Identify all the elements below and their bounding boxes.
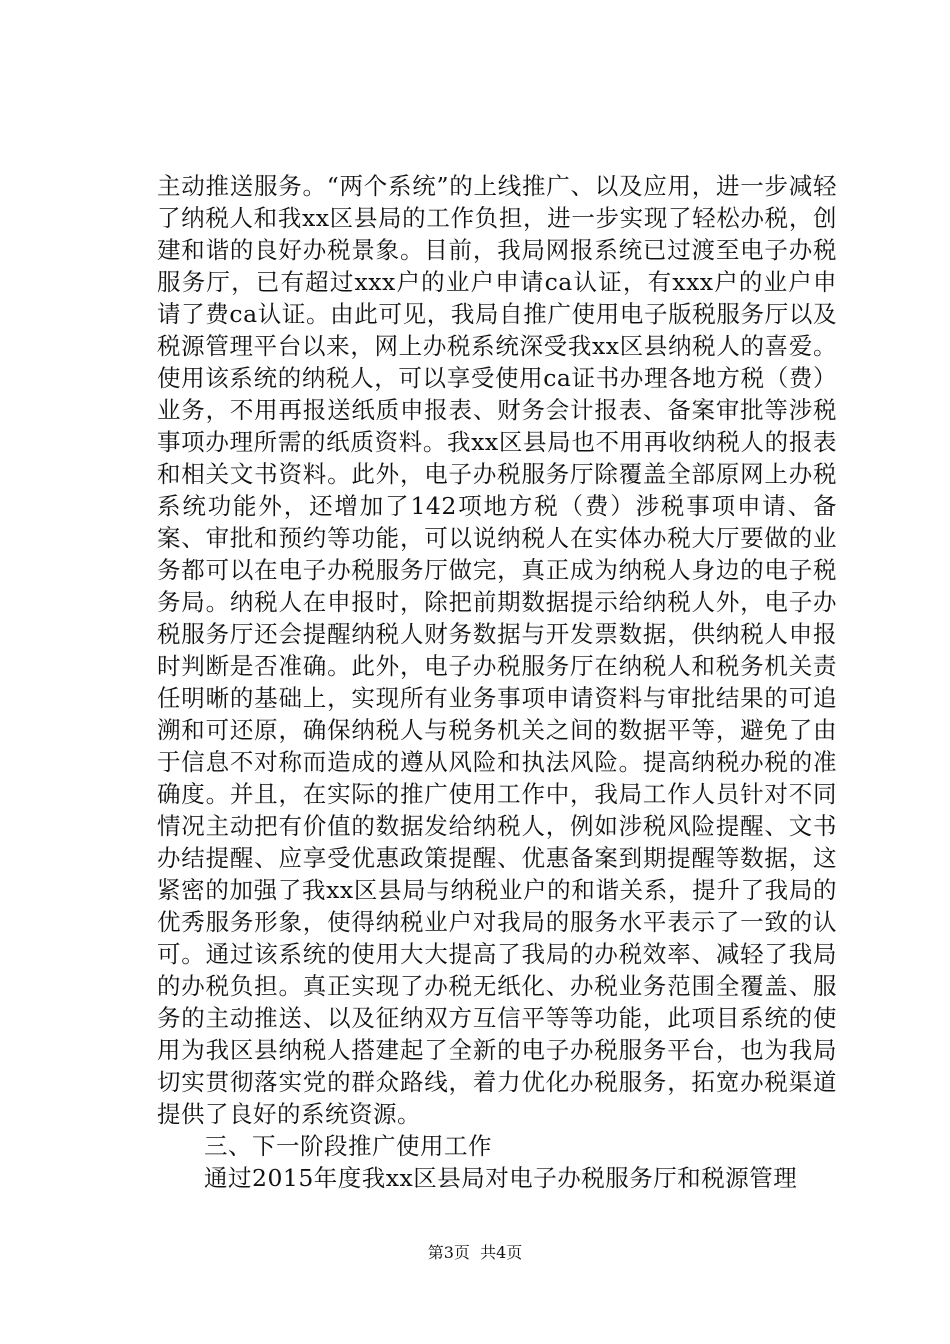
body-paragraph-1: 主动推送服务。“两个系统”的上线推广、以及应用，进一步减轻了纳税人和我xx区县局的工作负担，进一步实现了轻松办税，创建和谐的良好办税景象。目前，我局网报系统已过渡至电子办税服务厅，已有超过xxx户的业户申请ca认证，有xxx户的业户申请了费ca认证。由此可见，我局自推广使用电子版税服务厅以及税源管理平台以来，网上办税系统深受我xx区县纳税人的喜爱。使用该系统的纳税人，可以享受使用ca证书办理各地方税（费）业务，不用再报送纸质申报表、财务会计报表、备案审批等涉税事项办理所需的纸质资料。我xx区县局也不用再收纳税人的报表和相关文书资料。此外，电子办税服务厅除覆盖全部原网上办税系统功能外，还增加了142项地方税（费）涉税事项申请、备案、审批和预约等功能，可以说纳税人在实体办税大厅要做的业务都可以在电子办税服务厅做完，真正成为纳税人身边的电子税务局。纳税人在申报时，除把前期数据提示给纳税人外，电子办税服务厅还会提醒纳税人财务数据与开发票数据，供纳税人申报时判断是否准确。此外，电子办税服务厅在纳税人和税务机关责任明晰的基础上，实现所有业务事项申请资料与审批结果的可追溯和可还原，确保纳税人与税务机关之间的数据平等，避免了由于信息不对称而造成的遵从风险和执法风险。提高纳税办税的准确度。并且，在实际的推广使用工作中，我局工作人员针对不同情况主动把有价值的数据发给纳税人，例如涉税风险提醒、文书办结提醒、应享受优惠政策提醒、优惠备案到期提醒等数据，这紧密的加强了我xx区县局与纳税业户的和谐关系，提升了我局的优秀服务形象，使得纳税业户对我局的服务水平表示了一致的认可。通过该系统的使用大大提高了我局的办税效率、减轻了我局的办税负担。真正实现了办税无纸化、办税业务范围全覆盖、服务的主动推送、以及征纳双方互信平等等功能，此项目系统的使用为我区县纳税人搭建起了全新的电子办税服务平台，也为我局切实贯彻落实党的群众路线，着力优化办税服务，拓宽办税渠道提供了良好的系统资源。 [157,172,837,1128]
page-footer: 第3页 共4页 [427,1243,523,1262]
document-body [157,170,837,1194]
section-heading: 三、下一阶段推广使用工作 [204,1132,492,1160]
body-paragraph-2: 通过2015年度我xx区县局对电子办税服务厅和税源管理 [204,1164,798,1192]
